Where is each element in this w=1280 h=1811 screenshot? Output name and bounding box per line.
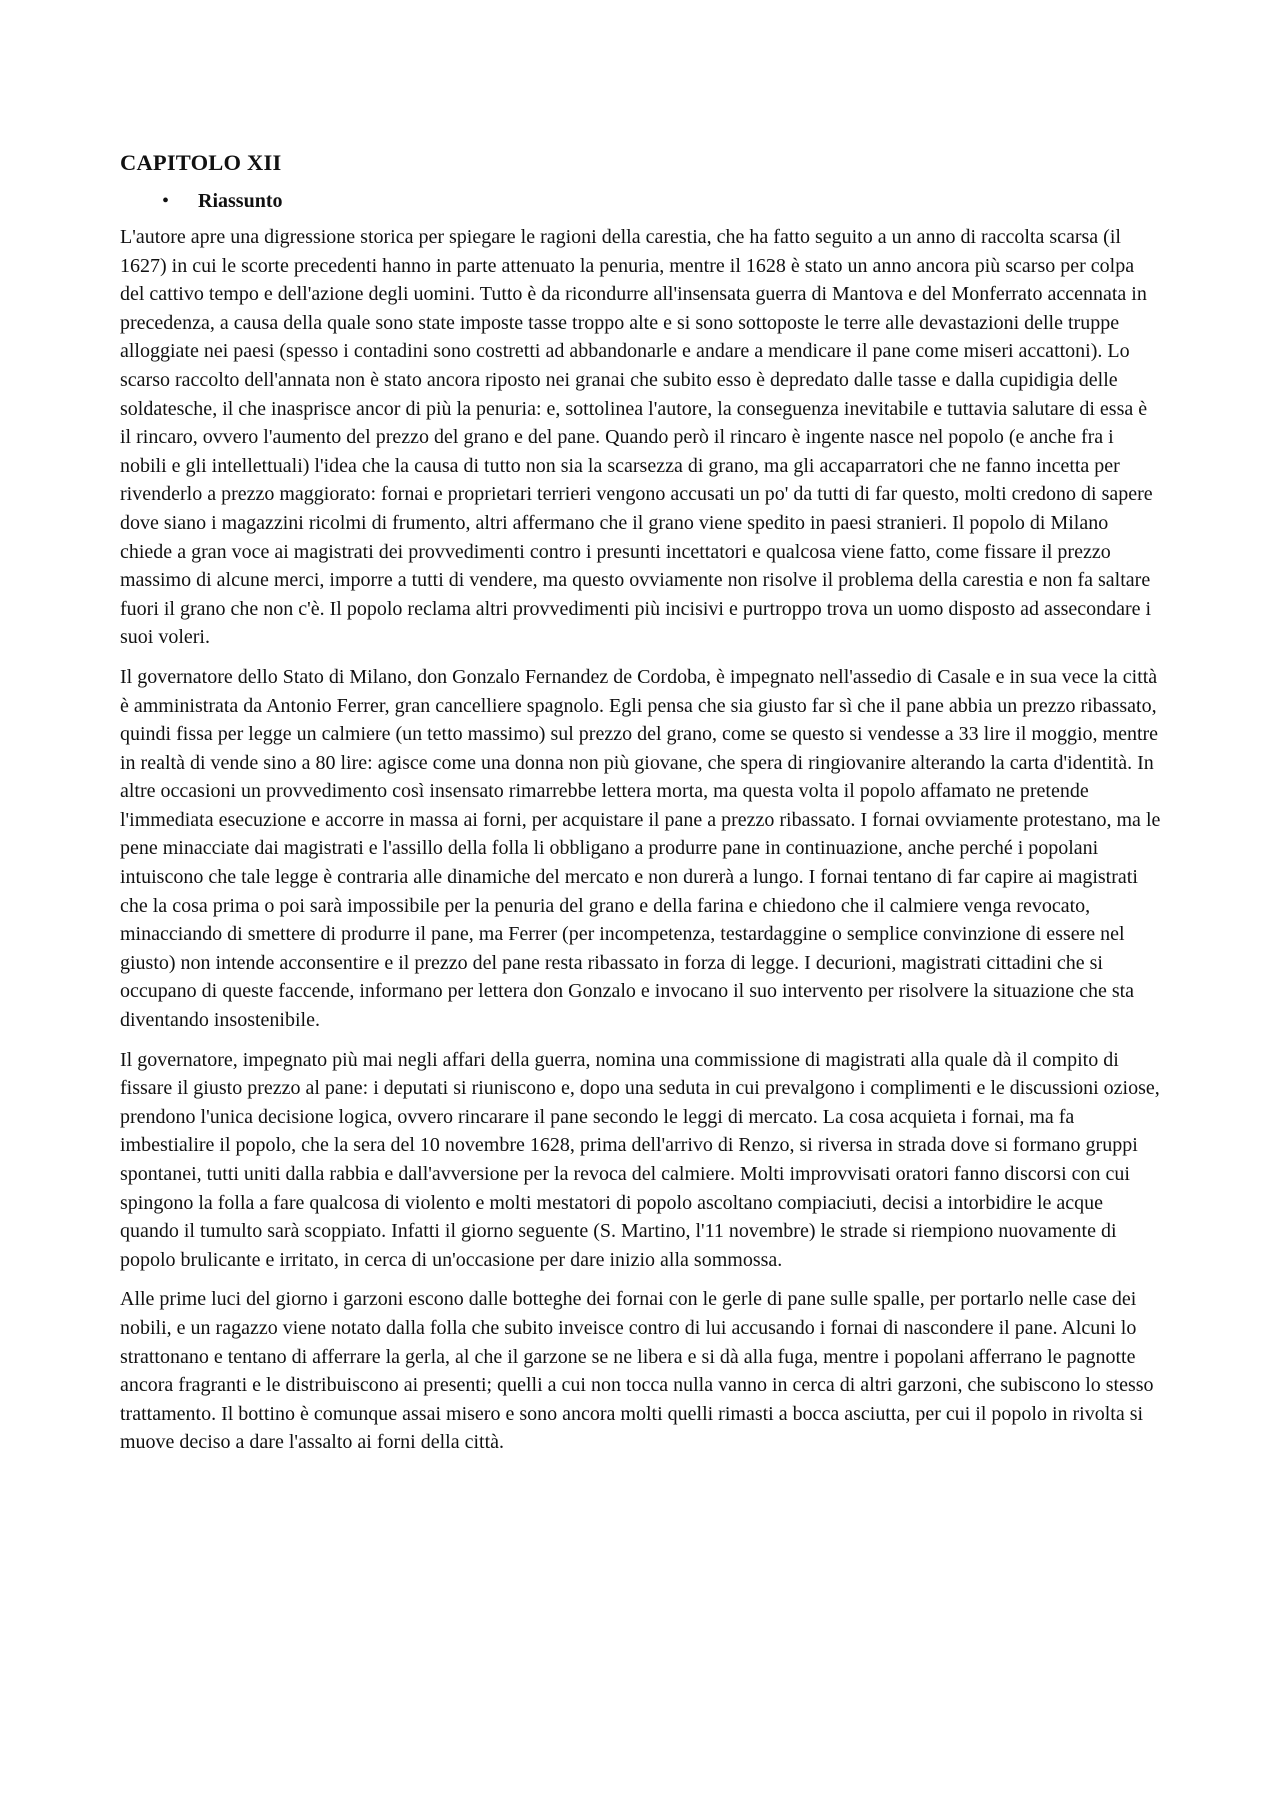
chapter-title: CAPITOLO XII bbox=[120, 150, 282, 175]
summary-heading bbox=[162, 190, 1162, 213]
bullet-icon: • bbox=[162, 190, 170, 212]
summary-paragraph-4: Alle prime luci del giorno i garzoni escono dalle botteghe dei fornai con le gerle di pane sulle spalle, per portarlo nelle case dei nobili, e un ragazzo viene notato dalla folla che subito inveisce contro di lui accusando i fornai di nascondere il pane. Alcuni lo strattonano e tentano di afferrare la gerla, al che il garzone se ne libera e si dà alla fuga, mentre i popolani afferrano le pagnotte ancora fragranti e le distribuiscono ai presenti; quelli a cui non tocca nulla vanno in cerca di altri garzoni, che subiscono lo stesso trattamento. Il bottino è comunque assai misero e sono ancora molti quelli rimasti a bocca asciutta, per cui il popolo in rivolta si muove deciso a dare l'assalto ai forni della città. bbox=[120, 1288, 1154, 1454]
summary-paragraph-2: Il governatore dello Stato di Milano, don Gonzalo Fernandez de Cordoba, è impegnato nell'assedio di Casale e in sua vece la città è amministrata da Antonio Ferrer, gran cancelliere spagnolo. Egli pensa che sia giusto far sì che il pane abbia un prezzo ribassato, quindi fissa per legge un calmiere (un tetto massimo) sul prezzo del grano, come se questo si vendesse a 33 lire il moggio, mentre in realtà di vende sino a 80 lire: agisce come una donna non più giovane, che spera di ringiovanire alterando la carta d'identità. In altre occasioni un provvedimento così insensato rimarrebbe lettera morta, ma questa volta il popolo affamato ne pretende l'immediata esecuzione e accorre in massa ai forni, per acquistare il pane a prezzo ribassato. I fornai ovviamente protestano, ma le pene minacciate dai magistrati e l'assillo della folla li obbligano a produrre pane in continuazione, anche perché i popolani intuiscono che tale legge è contraria alle dinamiche del mercato e non durerà a lungo. I fornai tentano di far capire ai magistrati che la cosa prima o poi sarà impossibile per la penuria del grano e della farina e chiedono che il calmiere venga revocato, minacciando di smettere di produrre il pane, ma Ferrer (per incompetenza, testardaggine o semplice convinzione di essere nel giusto) non intende acconsentire e il prezzo del pane resta ribassato in forza di legge. I decurioni, magistrati cittadini che si occupano di queste faccende, informano per lettera don Gonzalo e invocano il suo intervento per risolvere la situazione che sta diventando insostenibile. bbox=[120, 665, 1161, 1032]
document-page bbox=[120, 150, 1162, 1468]
summary-heading-label: Riassunto bbox=[198, 190, 283, 212]
summary-paragraph-3: Il governatore, impegnato più mai negli affari della guerra, nomina una commissione di magistrati alla quale dà il compito di fissare il giusto prezzo al pane: i deputati si riuniscono e, dopo una seduta in cui prevalgono i complimenti e le discussioni oziose, prendono l'unica decisione logica, ovvero rincarare il pane secondo le leggi di mercato. La cosa acquieta i fornai, ma fa imbestialire il popolo, che la sera del 10 novembre 1628, prima dell'arrivo di Renzo, si riversa in strada dove si formano gruppi spontanei, tutti uniti dalla rabbia e dall'avversione per la revoca del calmiere. Molti improvvisati oratori fanno discorsi con cui spingono la folla a fare qualcosa di violento e molti mestatori di popolo ascoltano compiaciuti, decisi a intorbidire le acque quando il tumulto sarà scoppiato. Infatti il giorno seguente (S. Martino, l'11 novembre) le strade si riempiono nuovamente di popolo brulicante e irritato, in cerca di un'occasione per dare inizio alla sommossa. bbox=[120, 1048, 1160, 1271]
summary-paragraph-1: L'autore apre una digressione storica per spiegare le ragioni della carestia, che ha fatto seguito a un anno di raccolta scarsa (il 1627) in cui le scorte precedenti hanno in parte attenuato la penuria, mentre il 1628 è stato un anno ancora più scarso per colpa del cattivo tempo e dell'azione degli uomini. Tutto è da ricondurre all'insensata guerra di Mantova e del Monferrato accennata in precedenza, a causa della quale sono state imposte tasse troppo alte e si sono sottoposte le terre alle devastazioni delle truppe alloggiate nei paesi (spesso i contadini sono costretti ad abbandonarle e andare a mendicare il pane come miseri accattoni). Lo scarso raccolto dell'annata non è stato ancora riposto nei granai che subito esso è depredato dalle tasse e dalla cupidigia delle soldatesche, il che inasprisce ancor di più la penuria: e, sottolinea l'autore, la conseguenza inevitabile e tuttavia salutare di essa è il rincaro, ovvero l'aumento del prezzo del grano e del pane. Quando però il rincaro è ingente nasce nel popolo (e anche fra i nobili e gli intellettuali) l'idea che la causa di tutto non sia la scarsezza di grano, ma gli accaparratori che ne fanno incetta per rivenderlo a prezzo maggiorato: fornai e proprietari terrieri vengono accusati un po' da tutti di far questo, molti credono di sapere dove siano i magazzini ricolmi di frumento, altri affermano che il grano viene spedito in paesi stranieri. Il popolo di Milano chiede a gran voce ai magistrati dei provvedimenti contro i presunti incettatori e qualcosa viene fatto, come fissare il prezzo massimo di alcune merci, imporre a tutti di vendere, ma questo ovviamente non risolve il problema della carestia e non fa saltare fuori il grano che non c'è. Il popolo reclama altri provvedimenti più incisivi e purtroppo trova un uomo disposto ad assecondare i suoi voleri. bbox=[120, 226, 1153, 649]
